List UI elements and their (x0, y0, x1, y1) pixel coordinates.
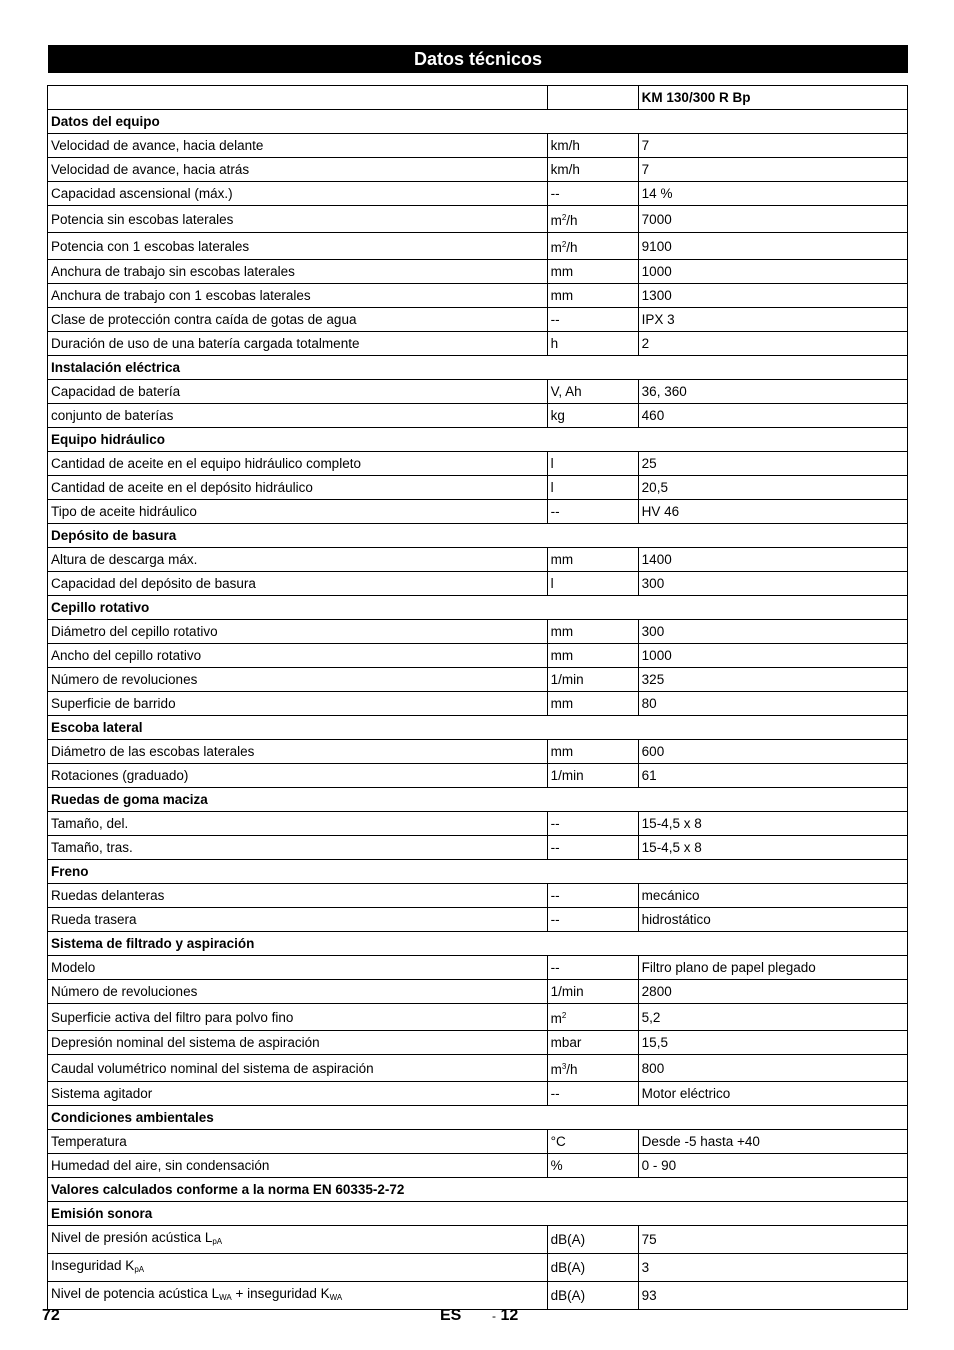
row-value: 61 (638, 764, 907, 788)
row-unit-text: -- (550, 912, 560, 927)
table-row (48, 404, 908, 428)
section-title: Cepillo rotativo (48, 596, 908, 620)
table-row (48, 644, 908, 668)
row-value: 93 (638, 1282, 907, 1310)
row-unit-text: dB(A) (550, 1260, 586, 1275)
row-unit-text: mm (550, 264, 574, 279)
row-label (48, 764, 548, 788)
section-title: Valores calculados conforme a la norma EN 60335-2-72 (48, 1178, 908, 1202)
row-unit-text: % (550, 1158, 563, 1173)
row-value: 3 (638, 1254, 907, 1282)
row-label-text: Caudal volumétrico nominal del sistema de aspiración (51, 1060, 374, 1076)
row-unit-text: 1/min (550, 984, 584, 999)
row-unit-text: km/h (550, 138, 580, 153)
row-label-text: Rueda trasera (51, 912, 137, 927)
row-label-text: Duración de uso de una batería cargada totalmente (51, 336, 360, 351)
row-value: 7 (638, 134, 907, 158)
row-label-text: Potencia sin escobas laterales (51, 211, 234, 227)
row-unit (547, 884, 638, 908)
row-unit (547, 692, 638, 716)
row-label (48, 452, 548, 476)
row-label (48, 956, 548, 980)
row-value: 800 (638, 1055, 907, 1082)
row-label (48, 1055, 548, 1082)
table-row (48, 740, 908, 764)
row-unit-text: dB(A) (550, 1232, 586, 1247)
table-row (48, 1004, 908, 1031)
page-number: 72 (42, 1307, 60, 1324)
header-unit-cell (547, 86, 638, 110)
header-label-cell (48, 86, 548, 110)
row-unit-text: l (550, 456, 554, 471)
row-value: 5,2 (638, 1004, 907, 1031)
table-row (48, 1082, 908, 1106)
row-unit (547, 1055, 638, 1082)
row-value: 36, 360 (638, 380, 907, 404)
row-value: Motor eléctrico (638, 1082, 907, 1106)
table-row (48, 668, 908, 692)
row-unit (547, 740, 638, 764)
row-value: 14 % (638, 182, 907, 206)
row-value: 2800 (638, 980, 907, 1004)
table-row (48, 182, 908, 206)
row-unit-text: m (550, 213, 562, 228)
row-unit-text: km/h (550, 162, 580, 177)
table-row (48, 1282, 908, 1310)
row-label (48, 812, 548, 836)
row-value: 9100 (638, 233, 907, 260)
row-unit-text: mbar (550, 1035, 582, 1050)
row-unit (547, 206, 638, 233)
section-header-row (48, 716, 908, 740)
row-label (48, 668, 548, 692)
row-label (48, 404, 548, 428)
row-unit-text: -- (550, 840, 560, 855)
row-value: 75 (638, 1226, 907, 1254)
row-label-text: Diámetro del cepillo rotativo (51, 624, 218, 639)
section-header-row (48, 356, 908, 380)
row-label (48, 1282, 548, 1310)
section-title: Condiciones ambientales (48, 1106, 908, 1130)
technical-data-table (47, 85, 908, 1310)
table-row (48, 1055, 908, 1082)
table-row (48, 380, 908, 404)
row-unit (547, 500, 638, 524)
row-unit-superscript: 3 (561, 1062, 567, 1071)
row-value: 1000 (638, 260, 907, 284)
row-label-text: Nivel de potencia acústica L (51, 1286, 220, 1301)
row-label (48, 182, 548, 206)
row-label-text: Ancho del cepillo rotativo (51, 648, 202, 663)
row-unit (547, 1154, 638, 1178)
row-value: Desde -5 hasta +40 (638, 1130, 907, 1154)
row-label-text: Nivel de presión acústica L (51, 1230, 213, 1245)
table-row (48, 134, 908, 158)
row-label-text: Tipo de aceite hidráulico (51, 504, 197, 519)
row-unit-text: -- (550, 504, 560, 519)
row-label-text: Número de revoluciones (51, 672, 198, 687)
sub-page-value: 12 (500, 1307, 519, 1324)
table-row (48, 548, 908, 572)
table-row (48, 1130, 908, 1154)
row-unit (547, 452, 638, 476)
row-label (48, 476, 548, 500)
row-unit (547, 908, 638, 932)
row-label-text: Tamaño, del. (51, 816, 129, 831)
row-unit-text: m (550, 1062, 562, 1077)
table-row (48, 1154, 908, 1178)
row-unit (547, 233, 638, 260)
table-row (48, 836, 908, 860)
row-label-text: Rotaciones (graduado) (51, 768, 189, 783)
row-label (48, 134, 548, 158)
row-label-text: Capacidad ascensional (máx.) (51, 186, 233, 201)
row-label-text: Depresión nominal del sistema de aspiración (51, 1035, 320, 1050)
row-unit (547, 956, 638, 980)
row-label-subscript: WA (329, 1293, 343, 1302)
row-unit (547, 284, 638, 308)
row-value: 600 (638, 740, 907, 764)
row-label (48, 284, 548, 308)
row-label (48, 380, 548, 404)
row-label-text: Inseguridad K (51, 1258, 135, 1273)
section-header-row (48, 524, 908, 548)
row-unit (547, 1254, 638, 1282)
section-title: Emisión sonora (48, 1202, 908, 1226)
row-label-text: Número de revoluciones (51, 984, 198, 999)
row-unit (547, 644, 638, 668)
row-unit-superscript: 2 (561, 1011, 567, 1020)
row-label-text: Anchura de trabajo con 1 escobas laterales (51, 288, 311, 303)
row-label (48, 1154, 548, 1178)
row-value: 15-4,5 x 8 (638, 836, 907, 860)
table-row (48, 452, 908, 476)
section-title: Instalación eléctrica (48, 356, 908, 380)
row-value: 1400 (638, 548, 907, 572)
row-value: 0 - 90 (638, 1154, 907, 1178)
row-label-text: Temperatura (51, 1134, 127, 1149)
row-value: Filtro plano de papel plegado (638, 956, 907, 980)
row-unit (547, 1226, 638, 1254)
row-value: 20,5 (638, 476, 907, 500)
table-row (48, 260, 908, 284)
row-label-text: Anchura de trabajo sin escobas laterales (51, 264, 295, 279)
row-label (48, 332, 548, 356)
row-unit-text: 1/min (550, 768, 584, 783)
row-unit (547, 1004, 638, 1031)
table-row (48, 884, 908, 908)
sub-page-number (492, 1307, 518, 1325)
row-unit-text: dB(A) (550, 1288, 586, 1303)
sub-page-dash: - (492, 1309, 496, 1323)
row-unit (547, 404, 638, 428)
section-title: Depósito de basura (48, 524, 908, 548)
row-label (48, 980, 548, 1004)
row-value: 15,5 (638, 1031, 907, 1055)
section-title: Ruedas de goma maciza (48, 788, 908, 812)
row-unit-text: -- (550, 312, 560, 327)
table-row (48, 332, 908, 356)
row-unit (547, 812, 638, 836)
row-value: 80 (638, 692, 907, 716)
row-unit-text: mm (550, 288, 574, 303)
row-unit-superscript: 2 (561, 240, 567, 249)
row-label-text: Potencia con 1 escobas laterales (51, 238, 250, 254)
row-label-text: conjunto de baterías (51, 408, 174, 423)
section-title: Sistema de filtrado y aspiración (48, 932, 908, 956)
row-label-text: Cantidad de aceite en el depósito hidráulico (51, 480, 313, 495)
row-unit-text: m (550, 240, 562, 255)
section-header-row (48, 860, 908, 884)
row-label (48, 644, 548, 668)
row-label (48, 884, 548, 908)
row-label (48, 1226, 548, 1254)
table-row (48, 692, 908, 716)
row-label (48, 260, 548, 284)
row-unit (547, 476, 638, 500)
row-label (48, 1082, 548, 1106)
row-value: 325 (638, 668, 907, 692)
table-row (48, 1031, 908, 1055)
row-value: mecánico (638, 884, 907, 908)
row-label (48, 620, 548, 644)
table-row (48, 812, 908, 836)
row-label (48, 572, 548, 596)
row-unit (547, 836, 638, 860)
row-label-text: Cantidad de aceite en el equipo hidráulico completo (51, 456, 361, 471)
row-value: HV 46 (638, 500, 907, 524)
row-label-subscript: WA (219, 1293, 232, 1302)
row-label (48, 908, 548, 932)
row-unit (547, 260, 638, 284)
section-title: Datos del equipo (48, 110, 908, 134)
row-value: 2 (638, 332, 907, 356)
section-header-row (48, 788, 908, 812)
row-value: hidrostático (638, 908, 907, 932)
row-unit-text: m (550, 1011, 562, 1026)
row-value: 7000 (638, 206, 907, 233)
row-value: 7 (638, 158, 907, 182)
row-label (48, 1031, 548, 1055)
row-label (48, 1004, 548, 1031)
table-row (48, 572, 908, 596)
row-label-text: Ruedas delanteras (51, 888, 165, 903)
row-value: 300 (638, 572, 907, 596)
table-row (48, 764, 908, 788)
row-label (48, 308, 548, 332)
row-label-text: Sistema agitador (51, 1086, 153, 1101)
row-label (48, 740, 548, 764)
row-unit (547, 980, 638, 1004)
table-row (48, 158, 908, 182)
row-label (48, 1130, 548, 1154)
row-unit (547, 308, 638, 332)
row-value: 25 (638, 452, 907, 476)
section-header-row (48, 1178, 908, 1202)
row-label-text: Altura de descarga máx. (51, 552, 198, 567)
table-row (48, 908, 908, 932)
table-row (48, 956, 908, 980)
row-label-text: Velocidad de avance, hacia delante (51, 138, 264, 153)
row-label-subscript: pA (134, 1265, 145, 1274)
table-row (48, 620, 908, 644)
row-unit-text: 1/min (550, 672, 584, 687)
table-row (48, 476, 908, 500)
section-header-row (48, 1202, 908, 1226)
row-unit (547, 1282, 638, 1310)
section-title: Equipo hidráulico (48, 428, 908, 452)
row-unit-text: -- (550, 186, 560, 201)
section-title: Freno (48, 860, 908, 884)
row-unit-suffix: /h (566, 240, 578, 255)
row-label (48, 206, 548, 233)
row-unit (547, 134, 638, 158)
row-unit (547, 620, 638, 644)
row-unit (547, 668, 638, 692)
row-unit-suffix: /h (566, 213, 578, 228)
row-label (48, 692, 548, 716)
table-header-row (48, 86, 908, 110)
row-label-text-mid: + inseguridad K (231, 1286, 330, 1301)
row-label (48, 233, 548, 260)
row-label-text: Clase de protección contra caída de gotas de agua (51, 312, 357, 327)
row-unit-text: l (550, 480, 554, 495)
section-header-row (48, 932, 908, 956)
table-row (48, 1254, 908, 1282)
table-row (48, 1226, 908, 1254)
row-value: 1000 (638, 644, 907, 668)
page-title: Datos técnicos (48, 45, 908, 73)
row-value: 1300 (638, 284, 907, 308)
row-unit-text: h (550, 336, 559, 351)
row-unit-superscript: 2 (561, 213, 567, 222)
row-unit (547, 1130, 638, 1154)
row-label-text: Superficie de barrido (51, 696, 176, 711)
row-label-text: Superficie activa del filtro para polvo fino (51, 1009, 294, 1025)
row-unit-text: -- (550, 888, 560, 903)
row-unit-text: mm (550, 744, 574, 759)
row-label-text: Tamaño, tras. (51, 840, 133, 855)
section-header-row (48, 1106, 908, 1130)
row-unit (547, 380, 638, 404)
row-unit (547, 182, 638, 206)
row-label-subscript: pA (212, 1237, 223, 1246)
row-unit (547, 548, 638, 572)
row-unit (547, 572, 638, 596)
row-label (48, 500, 548, 524)
row-label-text: Modelo (51, 960, 96, 975)
row-unit (547, 1082, 638, 1106)
row-value: IPX 3 (638, 308, 907, 332)
row-unit-text: mm (550, 696, 574, 711)
row-label (48, 836, 548, 860)
section-header-row (48, 596, 908, 620)
row-unit (547, 158, 638, 182)
row-label (48, 158, 548, 182)
row-label-text: Diámetro de las escobas laterales (51, 744, 255, 759)
row-unit (547, 1031, 638, 1055)
row-unit-text: kg (550, 408, 565, 423)
row-value: 300 (638, 620, 907, 644)
row-unit-text: mm (550, 552, 574, 567)
table-row (48, 233, 908, 260)
row-label-text: Capacidad de batería (51, 384, 181, 399)
row-unit-text: mm (550, 624, 574, 639)
row-unit-text: mm (550, 648, 574, 663)
row-unit-text: -- (550, 1086, 560, 1101)
row-value: 460 (638, 404, 907, 428)
row-unit-text: l (550, 576, 554, 591)
row-value: 15-4,5 x 8 (638, 812, 907, 836)
section-header-row (48, 428, 908, 452)
table-row (48, 500, 908, 524)
row-label-text: Humedad del aire, sin condensación (51, 1158, 270, 1173)
table-row (48, 284, 908, 308)
table-row (48, 308, 908, 332)
row-label (48, 548, 548, 572)
row-label (48, 1254, 548, 1282)
section-header-row (48, 110, 908, 134)
row-unit-text: -- (550, 960, 560, 975)
table-row (48, 980, 908, 1004)
row-unit-suffix: /h (566, 1062, 578, 1077)
row-unit-text: °C (550, 1134, 566, 1149)
row-label-text: Velocidad de avance, hacia atrás (51, 162, 250, 177)
row-unit (547, 332, 638, 356)
row-unit-text: -- (550, 816, 560, 831)
row-unit-text: V, Ah (550, 384, 582, 399)
model-name: KM 130/300 R Bp (638, 86, 907, 110)
section-title: Escoba lateral (48, 716, 908, 740)
table-row (48, 206, 908, 233)
row-label-text: Capacidad del depósito de basura (51, 576, 256, 591)
language-code: ES (440, 1307, 462, 1324)
row-unit (547, 764, 638, 788)
